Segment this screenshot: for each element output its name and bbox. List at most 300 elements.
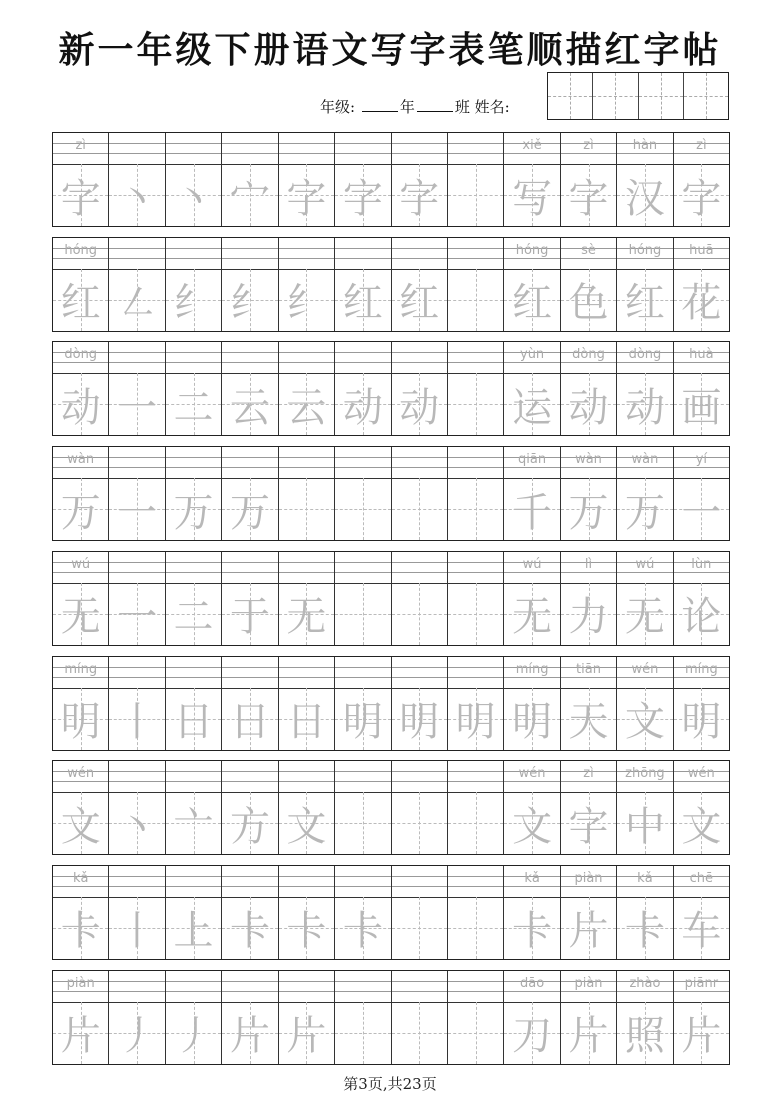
- pinyin-line: [448, 342, 503, 374]
- pinyin-line: [448, 238, 503, 270]
- name-cell[interactable]: [593, 73, 638, 119]
- trace-character: 动: [399, 384, 440, 431]
- trace-character: 色: [568, 280, 609, 327]
- pinyin-line: [53, 133, 108, 165]
- word-cell[interactable]: [561, 238, 617, 331]
- tian-grid: [335, 1002, 390, 1064]
- tian-grid: [448, 269, 503, 331]
- pinyin-text: zì: [583, 766, 594, 782]
- tian-grid: [222, 478, 277, 540]
- stroke-cell[interactable]: [448, 133, 504, 226]
- name-cell[interactable]: [639, 73, 684, 119]
- word-cell[interactable]: [674, 971, 729, 1064]
- tian-grid: [448, 897, 503, 959]
- stroke-cell[interactable]: [279, 971, 335, 1064]
- stroke-cell[interactable]: [279, 552, 335, 645]
- trace-character: 无: [60, 594, 101, 641]
- tian-grid: [617, 688, 672, 750]
- pinyin-text: piàn: [574, 975, 603, 991]
- trace-character: 卡: [342, 908, 383, 955]
- stroke-cell[interactable]: [279, 447, 335, 540]
- character-row: [52, 760, 730, 855]
- stroke-cell[interactable]: [335, 866, 391, 959]
- stroke-cell[interactable]: [109, 971, 165, 1064]
- stroke-cell[interactable]: [109, 447, 165, 540]
- pinyin-line: [504, 971, 559, 1003]
- word-cell[interactable]: [674, 342, 729, 435]
- trace-character: 万: [229, 489, 270, 536]
- year-label: 年: [399, 98, 415, 116]
- word-cell[interactable]: [561, 342, 617, 435]
- tian-grid: [561, 583, 616, 645]
- trace-character: 一: [681, 489, 722, 536]
- trace-character: 画: [681, 384, 722, 431]
- pinyin-text: wén: [631, 661, 659, 677]
- trace-character: 文: [512, 803, 553, 850]
- word-cell[interactable]: [617, 657, 673, 750]
- pinyin-text: yí: [695, 452, 707, 468]
- pinyin-line: [392, 133, 447, 165]
- trace-character: [392, 1002, 447, 1064]
- trace-character: [392, 478, 447, 540]
- stroke-cell[interactable]: [109, 552, 165, 645]
- word-cell[interactable]: [504, 761, 560, 854]
- stroke-cell[interactable]: [335, 133, 391, 226]
- tian-grid: [53, 478, 108, 540]
- model-cell[interactable]: [53, 447, 109, 540]
- tian-grid: [279, 164, 334, 226]
- stroke-cell[interactable]: [222, 447, 278, 540]
- trace-character: 片: [568, 908, 609, 955]
- tian-grid: [166, 688, 221, 750]
- word-cell[interactable]: [674, 657, 729, 750]
- pinyin-line: [53, 447, 108, 479]
- trace-character: 写: [512, 175, 553, 222]
- pinyin-text: hóng: [628, 242, 662, 258]
- model-cell[interactable]: [53, 133, 109, 226]
- stroke-cell[interactable]: [392, 133, 448, 226]
- word-cell[interactable]: [561, 133, 617, 226]
- model-cell[interactable]: [53, 761, 109, 854]
- pinyin-line: [674, 133, 729, 165]
- trace-character: 上: [173, 908, 214, 955]
- pinyin-text: zì: [583, 138, 594, 153]
- stroke-cell[interactable]: [109, 761, 165, 854]
- pinyin-line: [617, 447, 672, 479]
- pinyin-line: [222, 866, 277, 898]
- pinyin-text: lùn: [691, 556, 712, 572]
- stroke-cell[interactable]: [279, 657, 335, 750]
- pinyin-line: [166, 133, 221, 165]
- pinyin-text: xiě: [522, 138, 542, 153]
- pinyin-line: [561, 133, 616, 165]
- pinyin-line: [504, 342, 559, 374]
- pinyin-line: [448, 971, 503, 1003]
- stroke-cell[interactable]: [392, 657, 448, 750]
- stroke-cell[interactable]: [222, 552, 278, 645]
- word-cell[interactable]: [561, 447, 617, 540]
- word-cell[interactable]: [561, 761, 617, 854]
- pinyin-line: [279, 657, 334, 689]
- stroke-cell[interactable]: [166, 552, 222, 645]
- trace-character: 文: [286, 803, 327, 850]
- character-row: [52, 865, 730, 960]
- stroke-cell[interactable]: [279, 133, 335, 226]
- pinyin-line: [109, 447, 164, 479]
- tian-grid: [392, 897, 447, 959]
- pinyin-text: hóng: [64, 242, 98, 258]
- stroke-cell[interactable]: [448, 342, 504, 435]
- stroke-cell[interactable]: [448, 238, 504, 331]
- stroke-cell[interactable]: [166, 133, 222, 226]
- pinyin-line: [561, 761, 616, 793]
- word-cell[interactable]: [561, 552, 617, 645]
- word-cell[interactable]: [617, 552, 673, 645]
- name-cell[interactable]: [684, 73, 728, 119]
- stroke-cell[interactable]: [166, 238, 222, 331]
- tian-grid: [392, 478, 447, 540]
- pinyin-text: wú: [635, 556, 655, 572]
- pinyin-line: [53, 657, 108, 689]
- trace-character: 万: [173, 489, 214, 536]
- stroke-cell[interactable]: [335, 657, 391, 750]
- trace-character: 红: [512, 280, 553, 327]
- pinyin-line: [674, 238, 729, 270]
- model-cell[interactable]: [53, 238, 109, 331]
- trace-character: 日: [229, 699, 270, 745]
- word-cell[interactable]: [504, 133, 560, 226]
- pinyin-line: [53, 866, 108, 898]
- stroke-cell[interactable]: [448, 657, 504, 750]
- tian-grid: [53, 688, 108, 750]
- name-writing-box[interactable]: [547, 72, 729, 120]
- trace-character: 云: [229, 384, 270, 431]
- tian-grid: [166, 164, 221, 226]
- tian-grid: [335, 688, 390, 750]
- word-cell[interactable]: [504, 657, 560, 750]
- tian-grid: [335, 478, 390, 540]
- tian-grid: [617, 478, 672, 540]
- pinyin-line: [674, 657, 729, 689]
- word-cell[interactable]: [674, 552, 729, 645]
- tian-grid: [392, 1002, 447, 1064]
- tian-grid: [166, 1002, 221, 1064]
- stroke-cell[interactable]: [279, 342, 335, 435]
- trace-character: 日: [173, 699, 214, 745]
- stroke-cell[interactable]: [335, 447, 391, 540]
- character-row: [52, 656, 730, 751]
- word-cell[interactable]: [504, 866, 560, 959]
- pinyin-line: [335, 552, 390, 584]
- word-cell[interactable]: [617, 971, 673, 1064]
- trace-character: [448, 164, 503, 226]
- word-cell[interactable]: [504, 238, 560, 331]
- tian-grid: [166, 792, 221, 854]
- tian-grid: [504, 373, 559, 435]
- trace-character: 丨: [117, 908, 158, 955]
- tian-grid: [109, 583, 164, 645]
- stroke-cell[interactable]: [335, 761, 391, 854]
- word-cell[interactable]: [674, 761, 729, 854]
- word-cell[interactable]: [617, 342, 673, 435]
- pinyin-line: [392, 657, 447, 689]
- tian-grid: [674, 1002, 729, 1064]
- stroke-cell[interactable]: [279, 866, 335, 959]
- tian-grid: [674, 269, 729, 331]
- stroke-cell[interactable]: [222, 761, 278, 854]
- pinyin-line: [222, 552, 277, 584]
- pinyin-line: [279, 761, 334, 793]
- pinyin-line: [222, 447, 277, 479]
- tian-grid: [279, 583, 334, 645]
- pinyin-line: [392, 552, 447, 584]
- pinyin-line: [504, 761, 559, 793]
- tian-grid: [335, 164, 390, 226]
- trace-character: 丿: [173, 1013, 214, 1060]
- tian-grid: [166, 373, 221, 435]
- trace-character: 明: [399, 699, 440, 745]
- stroke-cell[interactable]: [335, 238, 391, 331]
- tian-grid: [109, 269, 164, 331]
- tian-grid: [53, 792, 108, 854]
- grade-blank[interactable]: [362, 99, 398, 112]
- model-cell[interactable]: [53, 971, 109, 1064]
- pinyin-line: [448, 657, 503, 689]
- tian-grid: [109, 478, 164, 540]
- trace-character: 二: [173, 594, 214, 641]
- stroke-cell[interactable]: [448, 761, 504, 854]
- trace-character: 卡: [229, 908, 270, 955]
- pinyin-line: [222, 238, 277, 270]
- tian-grid: [561, 164, 616, 226]
- tian-grid: [504, 164, 559, 226]
- pinyin-text: wén: [67, 766, 95, 782]
- stroke-cell[interactable]: [166, 657, 222, 750]
- trace-character: 动: [624, 384, 665, 431]
- trace-character: 二: [173, 384, 214, 431]
- word-cell[interactable]: [674, 238, 729, 331]
- word-cell[interactable]: [504, 342, 560, 435]
- stroke-cell[interactable]: [279, 761, 335, 854]
- tian-grid: [222, 373, 277, 435]
- stroke-cell[interactable]: [392, 342, 448, 435]
- stroke-cell[interactable]: [166, 866, 222, 959]
- trace-character: 宀: [229, 175, 270, 222]
- stroke-cell[interactable]: [448, 552, 504, 645]
- trace-character: [448, 373, 503, 435]
- tian-grid: [279, 478, 334, 540]
- trace-character: 丶: [117, 803, 158, 850]
- stroke-cell[interactable]: [222, 971, 278, 1064]
- word-cell[interactable]: [561, 866, 617, 959]
- pinyin-line: [448, 866, 503, 898]
- tian-grid: [279, 792, 334, 854]
- word-cell[interactable]: [561, 657, 617, 750]
- stroke-cell[interactable]: [109, 133, 165, 226]
- trace-character: 纟: [229, 280, 270, 327]
- stroke-cell[interactable]: [166, 447, 222, 540]
- trace-character: 花: [681, 280, 722, 327]
- model-cell[interactable]: [53, 552, 109, 645]
- pinyin-text: wàn: [67, 452, 95, 468]
- pinyin-line: [504, 552, 559, 584]
- word-cell[interactable]: [674, 133, 729, 226]
- word-cell[interactable]: [617, 238, 673, 331]
- tian-grid: [674, 478, 729, 540]
- tian-grid: [222, 897, 277, 959]
- stroke-cell[interactable]: [166, 342, 222, 435]
- trace-character: ㇜: [117, 280, 158, 327]
- stroke-cell[interactable]: [392, 866, 448, 959]
- word-cell[interactable]: [617, 761, 673, 854]
- trace-character: [448, 1002, 503, 1064]
- trace-character: 动: [568, 384, 609, 431]
- stroke-cell[interactable]: [109, 238, 165, 331]
- pinyin-text: sè: [581, 242, 596, 258]
- trace-character: 片: [229, 1013, 270, 1060]
- word-cell[interactable]: [674, 866, 729, 959]
- pinyin-line: [392, 447, 447, 479]
- pinyin-line: [335, 238, 390, 270]
- stroke-cell[interactable]: [222, 866, 278, 959]
- stroke-cell[interactable]: [166, 971, 222, 1064]
- word-cell[interactable]: [617, 866, 673, 959]
- word-cell[interactable]: [504, 552, 560, 645]
- pinyin-line: [392, 971, 447, 1003]
- pinyin-line: [279, 238, 334, 270]
- trace-character: 车: [681, 908, 722, 955]
- pinyin-line: [222, 971, 277, 1003]
- pinyin-line: [504, 447, 559, 479]
- trace-character: 刀: [512, 1013, 553, 1060]
- pinyin-line: [53, 342, 108, 374]
- pinyin-text: huà: [689, 347, 714, 363]
- pinyin-line: [335, 866, 390, 898]
- pinyin-line: [222, 657, 277, 689]
- pinyin-text: dòng: [64, 347, 98, 363]
- pinyin-line: [166, 552, 221, 584]
- word-cell[interactable]: [561, 971, 617, 1064]
- pinyin-line: [504, 133, 559, 165]
- word-cell[interactable]: [674, 447, 729, 540]
- stroke-cell[interactable]: [222, 342, 278, 435]
- trace-character: [392, 583, 447, 645]
- tian-grid: [617, 164, 672, 226]
- trace-character: 字: [60, 175, 101, 222]
- stroke-cell[interactable]: [109, 657, 165, 750]
- word-cell[interactable]: [617, 133, 673, 226]
- pinyin-line: [392, 761, 447, 793]
- stroke-cell[interactable]: [279, 238, 335, 331]
- stroke-cell[interactable]: [392, 238, 448, 331]
- pinyin-line: [109, 657, 164, 689]
- pinyin-line: [335, 971, 390, 1003]
- pinyin-line: [166, 447, 221, 479]
- pinyin-line: [222, 342, 277, 374]
- stroke-cell[interactable]: [392, 447, 448, 540]
- stroke-cell[interactable]: [335, 552, 391, 645]
- stroke-cell[interactable]: [448, 866, 504, 959]
- tian-grid: [166, 478, 221, 540]
- stroke-cell[interactable]: [109, 342, 165, 435]
- trace-character: 动: [60, 384, 101, 431]
- pinyin-text: zì: [696, 138, 707, 153]
- stroke-cell[interactable]: [166, 761, 222, 854]
- page-footer: 第3页,共23页: [343, 1075, 437, 1093]
- tian-grid: [335, 792, 390, 854]
- word-cell[interactable]: [504, 447, 560, 540]
- stroke-cell[interactable]: [109, 866, 165, 959]
- tian-grid: [279, 269, 334, 331]
- stroke-cell[interactable]: [335, 971, 391, 1064]
- word-cell[interactable]: [617, 447, 673, 540]
- trace-character: [392, 897, 447, 959]
- tian-grid: [448, 583, 503, 645]
- trace-character: 丶: [117, 175, 158, 222]
- pinyin-text: zì: [75, 138, 86, 153]
- tian-grid: [53, 897, 108, 959]
- pinyin-line: [561, 552, 616, 584]
- trace-character: [448, 269, 503, 331]
- stroke-cell[interactable]: [392, 761, 448, 854]
- stroke-cell[interactable]: [392, 971, 448, 1064]
- stroke-cell[interactable]: [222, 133, 278, 226]
- tian-grid: [222, 269, 277, 331]
- tian-grid: [392, 373, 447, 435]
- class-blank[interactable]: [417, 99, 453, 112]
- tian-grid: [448, 373, 503, 435]
- pinyin-text: dòng: [572, 347, 605, 363]
- pinyin-line: [166, 761, 221, 793]
- pinyin-line: [561, 657, 616, 689]
- trace-character: 明: [681, 699, 722, 745]
- stroke-cell[interactable]: [392, 552, 448, 645]
- trace-character: 字: [681, 175, 722, 222]
- trace-character: 卡: [512, 908, 553, 955]
- trace-character: 卡: [286, 908, 327, 955]
- tian-grid: [448, 688, 503, 750]
- tian-grid: [279, 688, 334, 750]
- trace-character: 方: [229, 803, 270, 850]
- stroke-cell[interactable]: [335, 342, 391, 435]
- word-cell[interactable]: [504, 971, 560, 1064]
- pinyin-line: [222, 761, 277, 793]
- trace-character: 丶: [173, 175, 214, 222]
- trace-character: 明: [455, 699, 496, 745]
- class-label: 班: [454, 98, 470, 116]
- pinyin-line: [561, 971, 616, 1003]
- trace-character: 中: [624, 803, 665, 850]
- trace-character: 卡: [624, 908, 665, 955]
- trace-character: 红: [342, 280, 383, 327]
- pinyin-text: míng: [684, 661, 718, 677]
- stroke-cell[interactable]: [222, 657, 278, 750]
- model-cell[interactable]: [53, 657, 109, 750]
- model-cell[interactable]: [53, 342, 109, 435]
- trace-character: 字: [286, 175, 327, 222]
- stroke-cell[interactable]: [222, 238, 278, 331]
- pinyin-line: [279, 971, 334, 1003]
- trace-character: 文: [60, 803, 101, 850]
- model-cell[interactable]: [53, 866, 109, 959]
- pinyin-text: wú: [522, 556, 542, 572]
- pinyin-text: hàn: [632, 138, 658, 153]
- pinyin-line: [561, 447, 616, 479]
- stroke-cell[interactable]: [448, 971, 504, 1064]
- stroke-cell[interactable]: [448, 447, 504, 540]
- tian-grid: [166, 269, 221, 331]
- name-cell[interactable]: [548, 73, 593, 119]
